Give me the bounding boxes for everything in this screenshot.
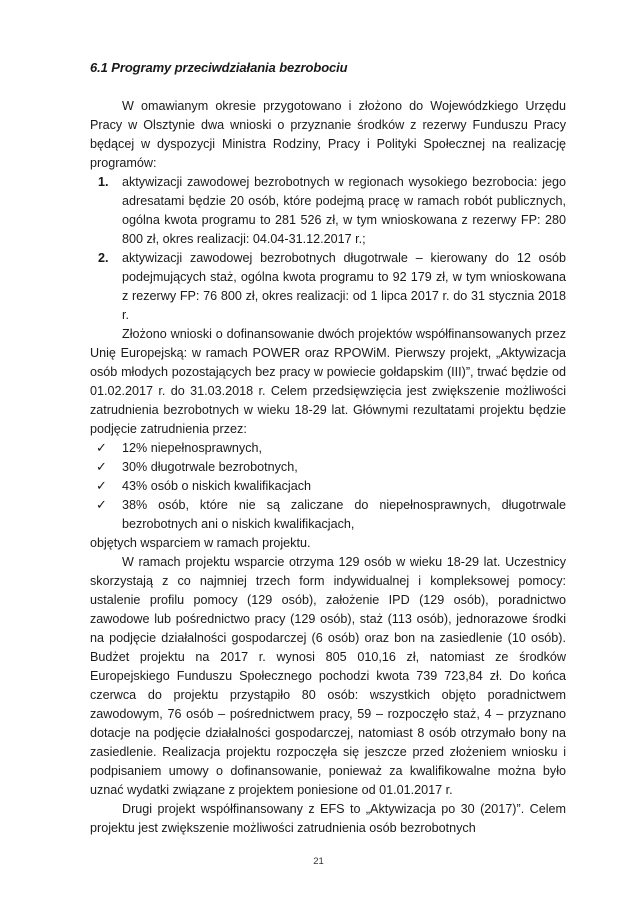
intro-paragraph: W omawianym okresie przygotowano i złożono do Wojewódzkiego Urzędu Pracy w Olsztynie dwa wnioski o przyznanie środków z rezerwy Funduszu Pracy będącej w dyspozycji Ministra Rodziny, Pracy i Polityki Społecznej na realizację programów:: [90, 99, 566, 170]
result-text: 38% osób, które nie są zaliczane do niepełnosprawnych, długotrwale bezrobotnych ani o niskich kwalifikacjach,: [122, 498, 566, 531]
programs-list: [90, 173, 566, 325]
result-item: [90, 458, 566, 477]
results-list: [90, 439, 566, 534]
result-text: 43% osób o niskich kwalifikacjach: [122, 479, 311, 493]
result-item: [90, 496, 566, 534]
second-project-paragraph: Drugi projekt współfinansowany z EFS to „Aktywizacja po 30 (2017)”. Celem projektu jest zwiększenie możliwości zatrudnienia osób bezrobotnych: [90, 802, 566, 835]
program-number: 1.: [98, 175, 109, 189]
support-paragraph: W ramach projektu wsparcie otrzyma 129 osób w wieku 18-29 lat. Uczestnicy skorzystają z co najmniej trzech form indywidualnej i kompleksowej pomocy: ustalenie profilu pomocy (129 osób), założenie IPD (129 osób), poradnictwo zawodowe lub pośrednictwo pracy (129 osób), staż (113 osób), jednorazowe środki na podjęcie działalności gospodarczej (6 osób) oraz bon na zasiedlenie (10 osób). Budżet projektu na 2017 r. wynosi 805 010,16 zł, natomiast ze środków Europejskiego Funduszu Społecznego pochodzi kwota 739 723,84 zł. Do końca czerwca do projektu przystąpiło 80 osób: wszystkich objęto poradnictwem zawodowym, 76 osób – pośrednictwem pracy, 59 – rozpoczęło staż, 4 – przyznano dotacje na podjęcie działalności gospodarczej, natomiast 8 osób otrzymało bony na zasiedlenie. Realizacja projektu rozpoczęła się jeszcze przed złożeniem wniosku i podpisaniem umowy o dofinansowanie, ponieważ za kwalifikowalne można było uznać wydatki związane z projektem poniesione od 01.01.2017 r.: [90, 555, 566, 797]
projects-paragraph: Złożono wnioski o dofinansowanie dwóch projektów współfinansowanych przez Unię Europejską: w ramach POWER oraz RPOWiM. Pierwszy projekt, „Aktywizacja osób młodych pozostających bez pracy w powiecie gołdapskim (III)”, trwać będzie od 01.02.2017 r. do 31.03.2018 r. Celem przedsięwzięcia jest zwiększenie możliwości zatrudnienia bezrobotnych w wieku 18-29 lat. Głównymi rezultatami projektu będzie podjęcie zatrudnienia przez:: [90, 327, 566, 436]
program-text: aktywizacji zawodowej bezrobotnych w regionach wysokiego bezrobocia: jego adresatami będzie 20 osób, które podejmą pracę w ramach robót publicznych, ogólna kwota programu to 281 526 zł, w tym wnioskowana z rezerwy FP: 280 800 zł, okres realizacji: 04.04-31.12.2017 r.;: [122, 175, 566, 246]
check-icon: ✓: [96, 498, 107, 513]
program-item-1: [90, 173, 566, 249]
program-text: aktywizacji zawodowej bezrobotnych długotrwale – kierowany do 12 osób podejmujących staż, ogólna kwota programu to 92 179 zł, w tym wnioskowana z rezerwy FP: 76 800 zł, okres realizacji: od 1 lipca 2017 r. do 31 stycznia 2018 r.: [122, 251, 566, 322]
check-icon: ✓: [96, 460, 107, 475]
program-number: 2.: [98, 251, 109, 265]
result-text: 30% długotrwale bezrobotnych,: [122, 460, 298, 474]
result-item: [90, 439, 566, 458]
section-heading: 6.1 Programy przeciwdziałania bezrobociu: [90, 60, 348, 75]
check-icon: ✓: [96, 479, 107, 494]
document-page: [90, 58, 566, 838]
program-item-2: [90, 249, 566, 325]
result-item: [90, 477, 566, 496]
result-text: 12% niepełnosprawnych,: [122, 441, 263, 455]
page-number: 21: [313, 856, 324, 867]
check-icon: ✓: [96, 441, 107, 456]
results-tail: objętych wsparciem w ramach projektu.: [90, 536, 311, 550]
